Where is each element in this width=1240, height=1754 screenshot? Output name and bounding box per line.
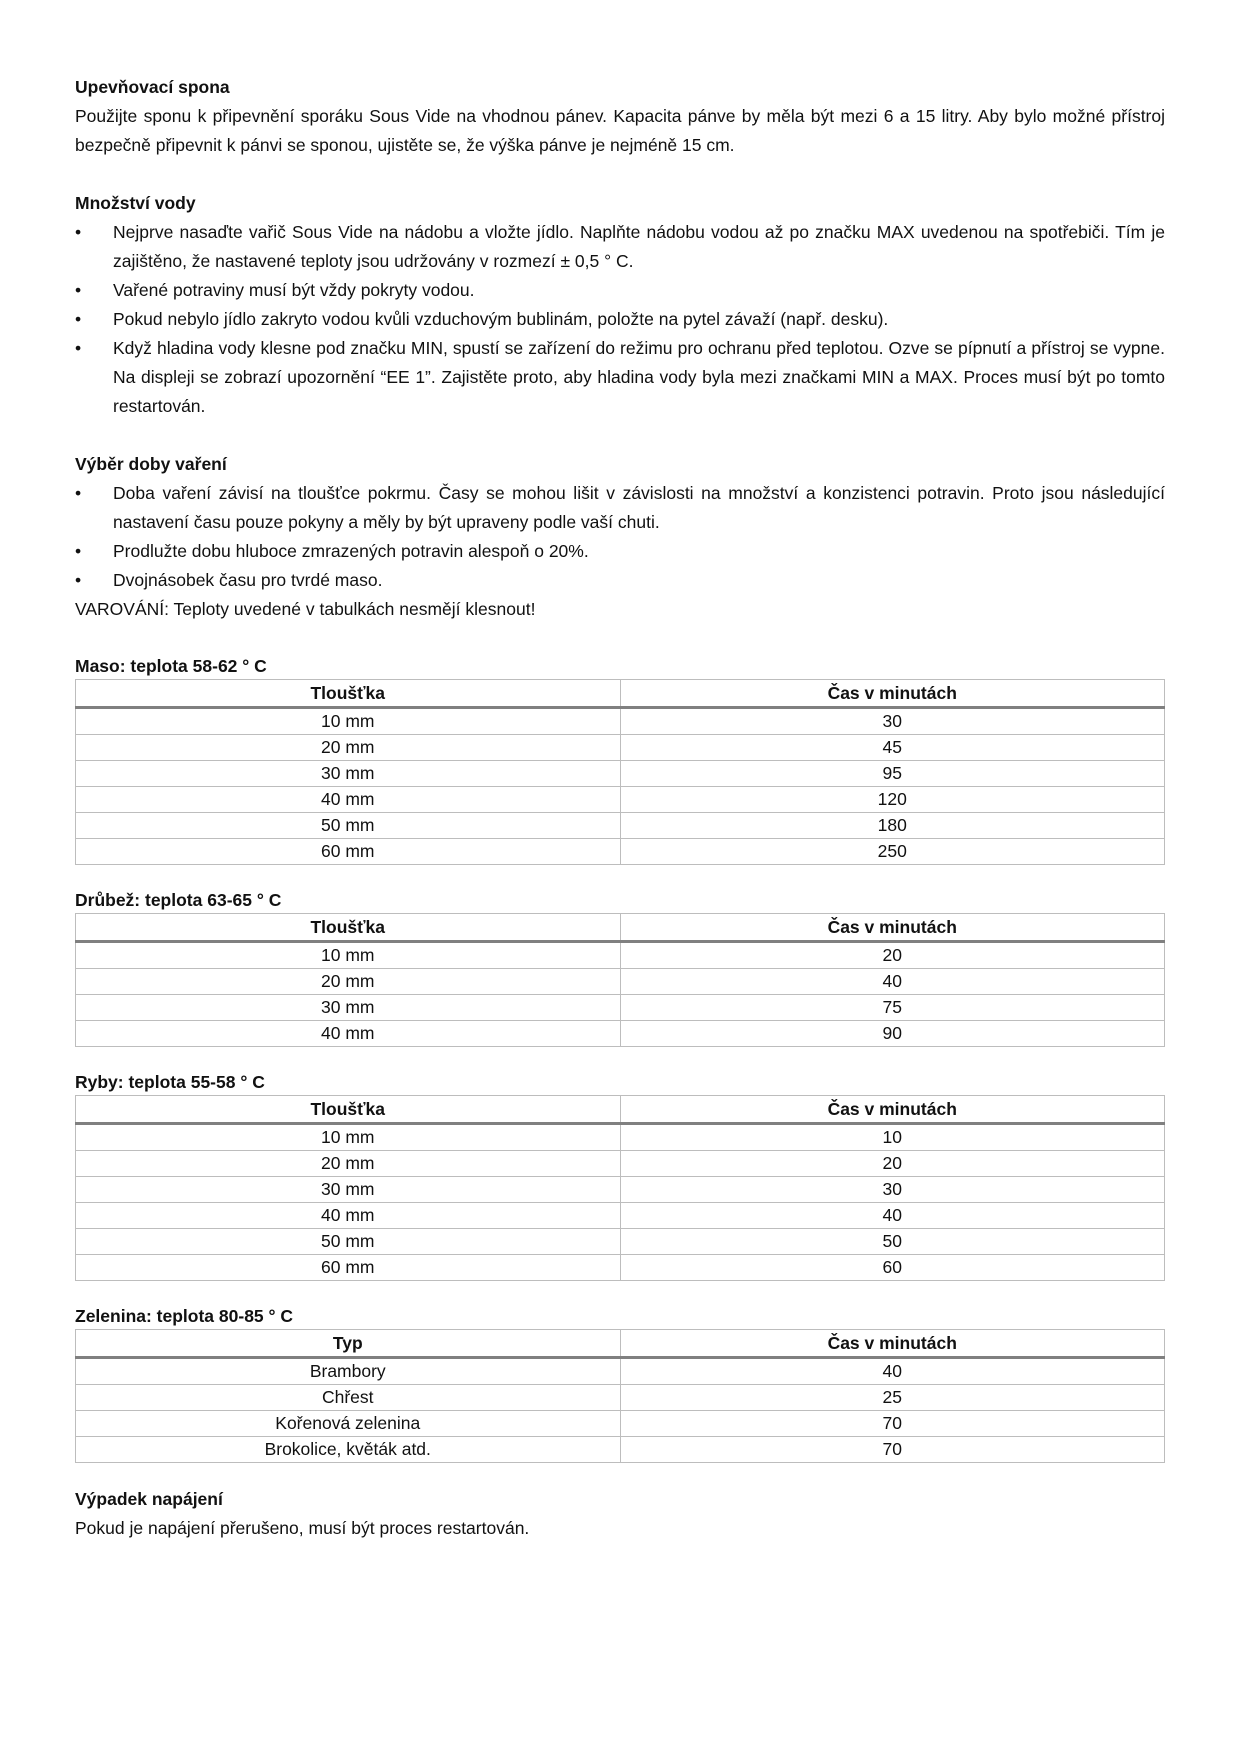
table-row <box>76 708 1165 735</box>
table-row <box>76 735 1165 761</box>
bullet-icon: • <box>75 483 82 503</box>
column-header: Čas v minutách <box>620 1330 1165 1358</box>
table-row <box>76 995 1165 1021</box>
table-cell: 30 <box>620 708 1165 735</box>
bullet-icon: • <box>75 338 82 358</box>
table-cell: 250 <box>620 839 1165 865</box>
table-row <box>76 1124 1165 1151</box>
table-row <box>76 1229 1165 1255</box>
section-heading-water: Množství vody <box>75 193 196 213</box>
table-cell: 10 mm <box>76 708 621 735</box>
cooking-time-bullet-list <box>75 479 1165 595</box>
table-header-row <box>76 680 1165 708</box>
table-row <box>76 1411 1165 1437</box>
list-item-text: Prodlužte dobu hluboce zmrazených potravin alespoň o 20%. <box>113 541 589 561</box>
section-heading-power: Výpadek napájení <box>75 1489 223 1509</box>
table-row <box>76 1255 1165 1281</box>
column-header: Čas v minutách <box>620 1096 1165 1124</box>
list-item <box>75 305 1165 334</box>
table-cell: 60 mm <box>76 839 621 865</box>
section-heading-cooking-time: Výběr doby vaření <box>75 454 227 474</box>
column-header: Čas v minutách <box>620 680 1165 708</box>
list-item-text: Dvojnásobek času pro tvrdé maso. <box>113 570 383 590</box>
table-row <box>76 1151 1165 1177</box>
table-row <box>76 1385 1165 1411</box>
list-item <box>75 276 1165 305</box>
table-cell: 90 <box>620 1021 1165 1047</box>
section-power <box>75 1485 1165 1543</box>
column-header: Tloušťka <box>76 914 621 942</box>
table-cell: 40 <box>620 1203 1165 1229</box>
table-row <box>76 1437 1165 1463</box>
list-item-text: Nejprve nasaďte vařič Sous Vide na nádobu a vložte jídlo. Naplňte nádobu vodou až po značku MAX uvedenou na spotřebiči. Tím je zajištěno, že nastavené teploty jsou udržovány v rozmezí ± 0,5 ° C. <box>113 222 1165 271</box>
table-title-meat: Maso: teplota 58-62 ° C <box>75 656 267 676</box>
table-cell: Brokolice, květák atd. <box>76 1437 621 1463</box>
list-item <box>75 537 1165 566</box>
table-cell: 70 <box>620 1437 1165 1463</box>
table-cell: 95 <box>620 761 1165 787</box>
table-cell: 50 mm <box>76 813 621 839</box>
table-row <box>76 1177 1165 1203</box>
table-cell: Brambory <box>76 1358 621 1385</box>
section-water <box>75 189 1165 421</box>
table-cell: 20 mm <box>76 1151 621 1177</box>
bullet-icon: • <box>75 570 82 590</box>
bullet-icon: • <box>75 541 82 561</box>
table-cell: 40 mm <box>76 787 621 813</box>
table-row <box>76 787 1165 813</box>
table-cell: 70 <box>620 1411 1165 1437</box>
table-row <box>76 1203 1165 1229</box>
section-text-power: Pokud je napájení přerušeno, musí být proces restartován. <box>75 1518 530 1538</box>
table-title-fish: Ryby: teplota 55-58 ° C <box>75 1072 265 1092</box>
list-item <box>75 479 1165 537</box>
table-cell: 40 <box>620 969 1165 995</box>
section-heading-clamp: Upevňovací spona <box>75 77 230 97</box>
document-page <box>75 73 1165 1572</box>
column-header: Čas v minutách <box>620 914 1165 942</box>
table-cell: 75 <box>620 995 1165 1021</box>
table-row <box>76 969 1165 995</box>
bullet-icon: • <box>75 309 82 329</box>
list-item-text: Doba vaření závisí na tloušťce pokrmu. Časy se mohou lišit v závislosti na množství a konzistenci potravin. Proto jsou následující nastavení času pouze pokyny a měly by být upraveny podle vaší chuti. <box>113 483 1165 532</box>
table-cell: 10 <box>620 1124 1165 1151</box>
bullet-icon: • <box>75 280 82 300</box>
table-header-row <box>76 914 1165 942</box>
table-cell: 20 mm <box>76 969 621 995</box>
vegetables-time-table <box>75 1329 1165 1463</box>
table-cell: 120 <box>620 787 1165 813</box>
table-row <box>76 942 1165 969</box>
column-header: Typ <box>76 1330 621 1358</box>
fish-time-table <box>75 1095 1165 1281</box>
table-cell: 180 <box>620 813 1165 839</box>
list-item-text: Vařené potraviny musí být vždy pokryty vodou. <box>113 280 475 300</box>
list-item <box>75 334 1165 421</box>
table-cell: 10 mm <box>76 1124 621 1151</box>
table-row <box>76 839 1165 865</box>
table-cell: 30 mm <box>76 995 621 1021</box>
table-cell: 30 <box>620 1177 1165 1203</box>
table-row <box>76 761 1165 787</box>
table-cell: 30 mm <box>76 1177 621 1203</box>
table-cell: 20 mm <box>76 735 621 761</box>
table-cell: 20 <box>620 942 1165 969</box>
table-row <box>76 1021 1165 1047</box>
table-title-vegetables: Zelenina: teplota 80-85 ° C <box>75 1306 294 1326</box>
bullet-icon: • <box>75 222 82 242</box>
table-cell: 50 mm <box>76 1229 621 1255</box>
table-title-poultry: Drůbež: teplota 63-65 ° C <box>75 890 282 910</box>
list-item <box>75 218 1165 276</box>
table-cell: 10 mm <box>76 942 621 969</box>
list-item-text: Pokud nebylo jídlo zakryto vodou kvůli vzduchovým bublinám, položte na pytel závaží (např. desku). <box>113 309 889 329</box>
column-header: Tloušťka <box>76 1096 621 1124</box>
table-cell: 60 mm <box>76 1255 621 1281</box>
water-bullet-list <box>75 218 1165 421</box>
poultry-time-table <box>75 913 1165 1047</box>
column-header: Tloušťka <box>76 680 621 708</box>
table-row <box>76 813 1165 839</box>
section-clamp <box>75 73 1165 160</box>
table-header-row <box>76 1330 1165 1358</box>
table-cell: 60 <box>620 1255 1165 1281</box>
table-cell: Chřest <box>76 1385 621 1411</box>
table-cell: Kořenová zelenina <box>76 1411 621 1437</box>
section-text-clamp: Použijte sponu k připevnění sporáku Sous Vide na vhodnou pánev. Kapacita pánve by měla být mezi 6 a 15 litry. Aby bylo možné přístroj bezpečně připevnit k pánvi se sponou, ujistěte se, že výška pánve je nejméně 15 cm. <box>75 106 1165 155</box>
list-item <box>75 566 1165 595</box>
section-cooking-time <box>75 450 1165 624</box>
table-cell: 30 mm <box>76 761 621 787</box>
table-cell: 20 <box>620 1151 1165 1177</box>
table-cell: 25 <box>620 1385 1165 1411</box>
table-row <box>76 1358 1165 1385</box>
table-cell: 40 mm <box>76 1021 621 1047</box>
meat-time-table <box>75 679 1165 865</box>
table-cell: 45 <box>620 735 1165 761</box>
list-item-text: Když hladina vody klesne pod značku MIN, spustí se zařízení do režimu pro ochranu před teplotou. Ozve se pípnutí a přístroj se vypne. Na displeji se zobrazí upozornění “EE 1”. Zajistěte proto, aby hladina vody byla mezi značkami MIN a MAX. Proces musí být po tomto restartován. <box>113 338 1165 416</box>
warning-text: VAROVÁNÍ: Teploty uvedené v tabulkách nesmějí klesnout! <box>75 599 536 619</box>
table-cell: 40 mm <box>76 1203 621 1229</box>
table-cell: 40 <box>620 1358 1165 1385</box>
table-header-row <box>76 1096 1165 1124</box>
table-cell: 50 <box>620 1229 1165 1255</box>
